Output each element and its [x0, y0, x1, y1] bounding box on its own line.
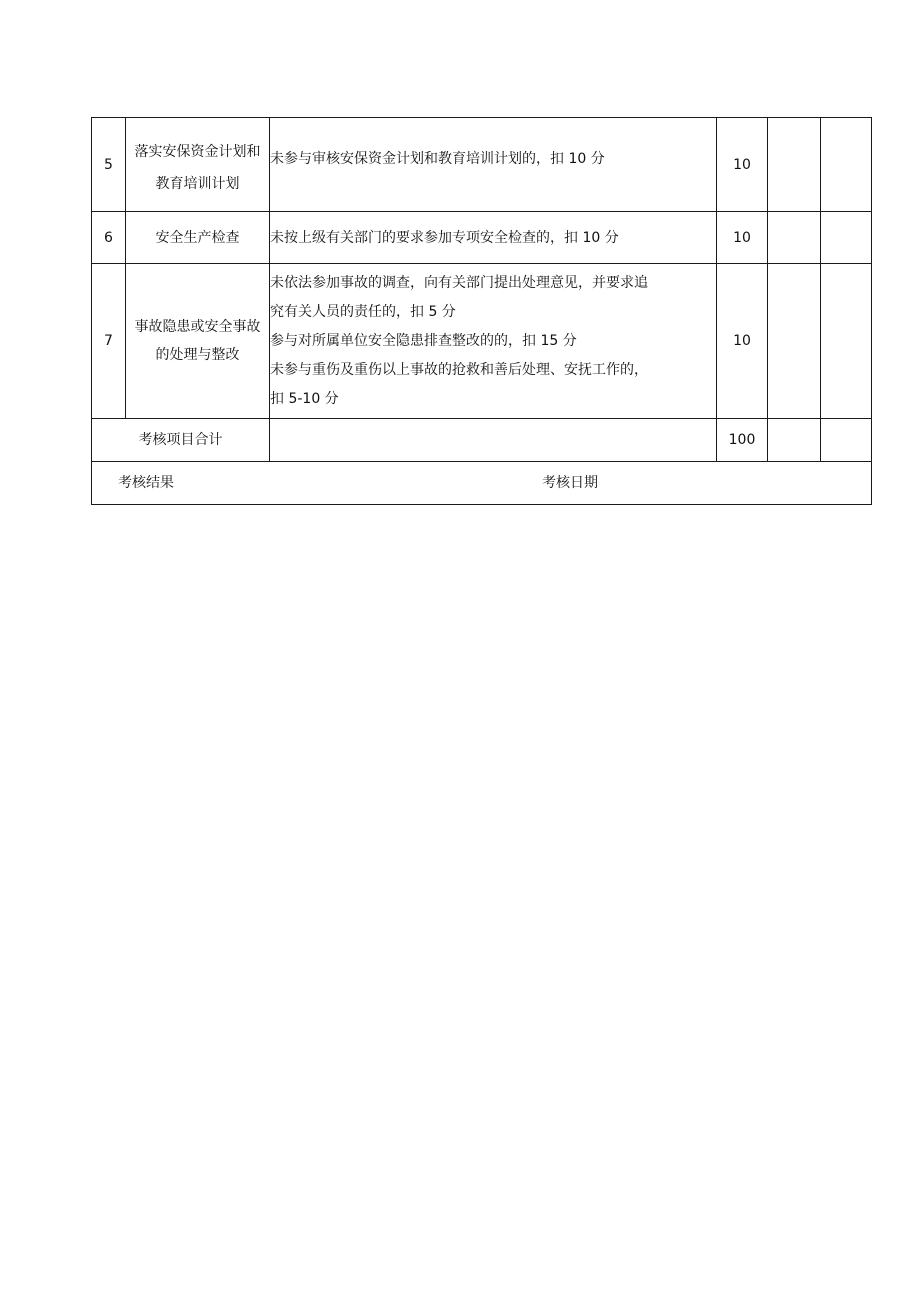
assessment-criteria: [270, 264, 717, 419]
empty-cell: [270, 419, 717, 462]
empty-cell: [768, 264, 821, 419]
assessment-criteria: [270, 118, 717, 212]
empty-cell: [768, 419, 821, 462]
date-label: 考核日期: [542, 475, 598, 491]
result-cell: [92, 462, 872, 505]
empty-cell: [768, 212, 821, 264]
empty-cell: [821, 212, 872, 264]
score-cell: 10: [717, 118, 768, 212]
criteria-line: 参与对所属单位安全隐患排查整改的的，扣 15 分: [270, 332, 577, 349]
criteria-line: 未依法参加事故的调查，向有关部门提出处理意见，并要求追: [270, 274, 648, 291]
assessment-table: [91, 117, 872, 505]
empty-cell: [821, 264, 872, 419]
criteria-line: 未参与审核安保资金计划和教育培训计划的，扣 10 分: [270, 150, 605, 167]
assessment-item: [126, 212, 270, 264]
item-line: 安全生产检查: [155, 229, 240, 246]
row-number: 5: [92, 118, 126, 212]
empty-cell: [768, 118, 821, 212]
empty-cell: [821, 118, 872, 212]
criteria-line: 未按上级有关部门的要求参加专项安全检查的，扣 10 分: [270, 229, 619, 246]
item-line: 教育培训计划: [155, 175, 240, 192]
total-row: [92, 419, 872, 462]
assessment-criteria: [270, 212, 717, 264]
item-line: 的处理与整改: [155, 347, 240, 363]
result-label: 考核结果: [118, 475, 174, 491]
assessment-item: [126, 118, 270, 212]
table-row: [92, 264, 872, 419]
total-score: 100: [717, 419, 768, 462]
criteria-line: 究有关人员的责任的，扣 5 分: [270, 303, 456, 320]
total-label: 考核项目合计: [92, 419, 270, 462]
item-line: 落实安保资金计划和: [134, 143, 261, 160]
row-number: 7: [92, 264, 126, 419]
score-cell: 10: [717, 212, 768, 264]
item-line: 事故隐患或安全事故: [134, 319, 261, 335]
table-row: [92, 118, 872, 212]
row-number: 6: [92, 212, 126, 264]
table-row: [92, 212, 872, 264]
result-row: [92, 462, 872, 505]
empty-cell: [821, 419, 872, 462]
criteria-line: 扣 5-10 分: [270, 390, 339, 407]
score-cell: 10: [717, 264, 768, 419]
criteria-line: 未参与重伤及重伤以上事故的抢救和善后处理、安抚工作的，: [270, 361, 648, 378]
assessment-item: [126, 264, 270, 419]
